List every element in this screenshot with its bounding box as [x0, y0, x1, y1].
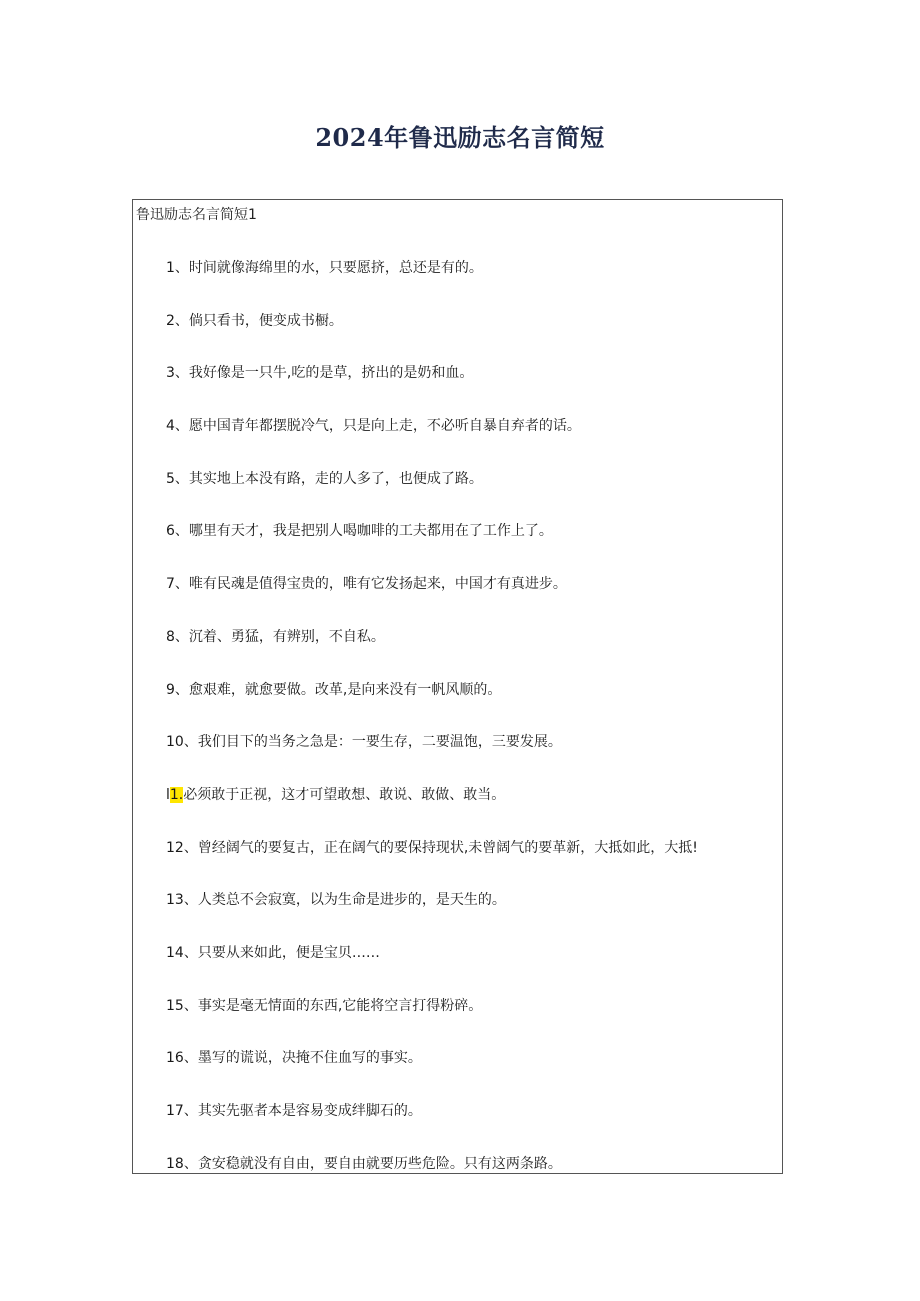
quote-item-12: 12、曾经阔气的要复古，正在阔气的要保持现状,未曾阔气的要革新，大抵如此，大抵! — [166, 839, 698, 856]
quote-item-15: 15、事实是毫无情面的东西,它能将空言打得粉碎。 — [166, 997, 483, 1014]
quote-item-18: 18、贪安稳就没有自由，要自由就要历些危险。只有这两条路。 — [166, 1155, 562, 1172]
quote-item-4: 4、愿中国青年都摆脱冷气，只是向上走，不必听自暴自弃者的话。 — [166, 418, 581, 435]
content-box — [132, 199, 783, 1174]
quote-11-prefix: l — [166, 786, 170, 803]
document-title: 2024年鲁迅励志名言简短 — [315, 123, 605, 152]
quote-item-2: 2、倘只看书，便变成书橱。 — [166, 312, 343, 329]
quote-item-14: 14、只要从来如此，便是宝贝…… — [166, 944, 380, 961]
quote-item-8: 8、沉着、勇猛，有辨别，不自私。 — [166, 628, 385, 645]
quote-item-9: 9、愈艰难，就愈要做。改革,是向来没有一帆风顺的。 — [166, 681, 502, 698]
quote-item-17: 17、其实先驱者本是容易变成绊脚石的。 — [166, 1103, 422, 1119]
quote-list — [166, 258, 698, 1174]
quote-11-text: 必须敢于正视，这才可望敢想、敢说、敢做、敢当。 — [183, 786, 506, 803]
quote-item-5: 5、其实地上本没有路，走的人多了，也便成了路。 — [166, 470, 483, 487]
quote-item-13: 13、人类总不会寂寞，以为生命是进步的，是天生的。 — [166, 892, 506, 909]
section-heading: 鲁迅励志名言简短1 — [136, 207, 257, 223]
quote-item-6: 6、哪里有天才，我是把别人喝咖啡的工夫都用在了工作上了。 — [166, 523, 553, 540]
quote-item-7: 7、唯有民魂是值得宝贵的，唯有它发扬起来，中国才有真进步。 — [166, 576, 567, 593]
quote-item-10: 10、我们目下的当务之急是：一要生存，二要温饱，三要发展。 — [166, 734, 562, 751]
quote-item-3: 3、我好像是一只牛,吃的是草，挤出的是奶和血。 — [166, 365, 474, 382]
quote-item-16: 16、墨写的谎说，决掩不住血写的事实。 — [166, 1050, 422, 1067]
quote-11-highlight: 1. — [169, 786, 184, 803]
quote-item-1: 1、时间就像海绵里的水，只要愿挤，总还是有的。 — [166, 260, 483, 276]
quote-item-11 — [166, 785, 698, 838]
